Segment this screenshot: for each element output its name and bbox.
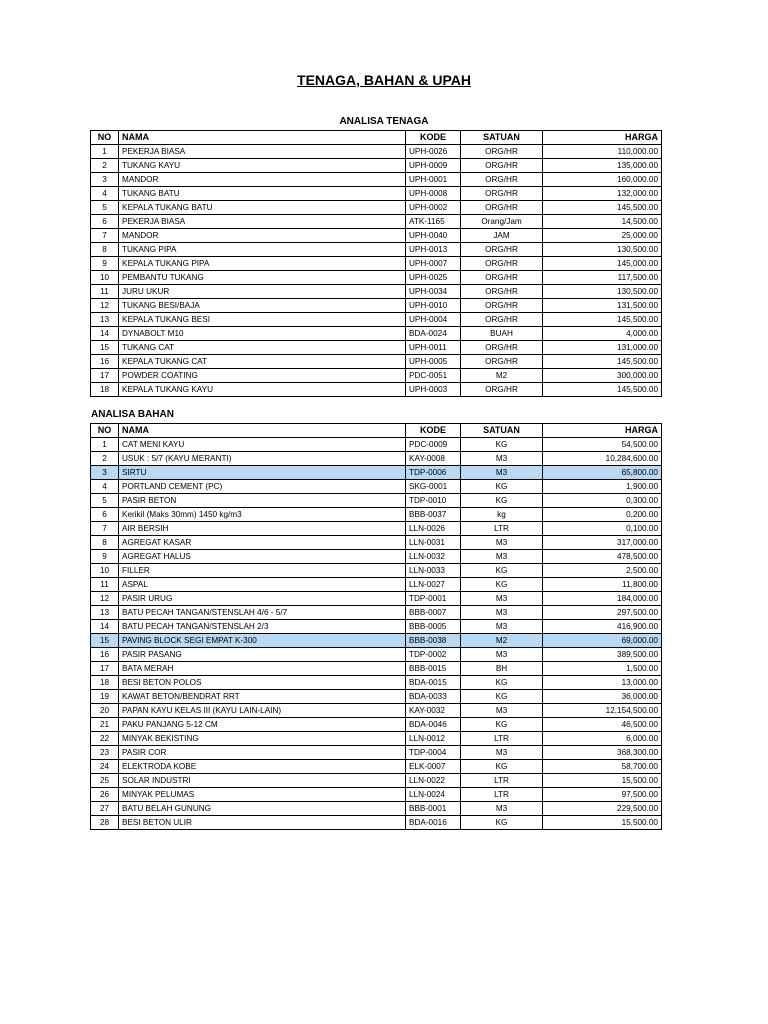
- cell-nama: ASPAL: [119, 578, 406, 592]
- header-satuan: SATUAN: [461, 424, 543, 438]
- cell-nama: USUK : 5/7 (KAYU MERANTI): [119, 452, 406, 466]
- cell-satuan: LTR: [461, 788, 543, 802]
- cell-satuan: BH: [461, 662, 543, 676]
- bahan-table: [90, 423, 662, 830]
- cell-satuan: ORG/HR: [461, 285, 543, 299]
- table-header-row: [91, 424, 662, 438]
- cell-satuan: ORG/HR: [461, 173, 543, 187]
- cell-nama: TUKANG PIPA: [119, 243, 406, 257]
- cell-no: 14: [91, 620, 119, 634]
- cell-harga: 229,500.00: [543, 802, 662, 816]
- cell-no: 24: [91, 760, 119, 774]
- cell-satuan: M3: [461, 466, 543, 480]
- cell-kode: UPH-0026: [406, 145, 461, 159]
- cell-kode: UPH-0001: [406, 173, 461, 187]
- cell-satuan: M3: [461, 606, 543, 620]
- cell-kode: UPH-0008: [406, 187, 461, 201]
- cell-satuan: ORG/HR: [461, 299, 543, 313]
- cell-satuan: ORG/HR: [461, 159, 543, 173]
- cell-harga: 13,000.00: [543, 676, 662, 690]
- cell-kode: LLN-0024: [406, 788, 461, 802]
- cell-satuan: KG: [461, 438, 543, 452]
- table-row: [91, 578, 662, 592]
- cell-satuan: Orang/Jam: [461, 215, 543, 229]
- table-row: [91, 438, 662, 452]
- cell-satuan: JAM: [461, 229, 543, 243]
- cell-satuan: M3: [461, 592, 543, 606]
- cell-no: 2: [91, 452, 119, 466]
- cell-kode: TDP-0001: [406, 592, 461, 606]
- cell-no: 16: [91, 648, 119, 662]
- cell-satuan: KG: [461, 564, 543, 578]
- cell-kode: BBB-0015: [406, 662, 461, 676]
- cell-nama: BATA MERAH: [119, 662, 406, 676]
- cell-nama: PEMBANTU TUKANG: [119, 271, 406, 285]
- cell-satuan: ORG/HR: [461, 341, 543, 355]
- cell-no: 15: [91, 341, 119, 355]
- table-row: [91, 718, 662, 732]
- cell-kode: UPH-0004: [406, 313, 461, 327]
- cell-satuan: M3: [461, 704, 543, 718]
- cell-nama: TUKANG CAT: [119, 341, 406, 355]
- cell-nama: MINYAK PELUMAS: [119, 788, 406, 802]
- cell-nama: ELEKTRODA KOBE: [119, 760, 406, 774]
- table-row: [91, 257, 662, 271]
- cell-no: 12: [91, 592, 119, 606]
- table-row: [91, 215, 662, 229]
- cell-kode: LLN-0026: [406, 522, 461, 536]
- cell-harga: 160,000.00: [543, 173, 662, 187]
- cell-satuan: ORG/HR: [461, 313, 543, 327]
- cell-kode: BBB-0038: [406, 634, 461, 648]
- table-row: [91, 341, 662, 355]
- cell-kode: LLN-0033: [406, 564, 461, 578]
- cell-harga: 12,154,500.00: [543, 704, 662, 718]
- cell-nama: AIR BERSIH: [119, 522, 406, 536]
- header-kode: KODE: [406, 131, 461, 145]
- table-row: [91, 285, 662, 299]
- cell-harga: 10,284,600.00: [543, 452, 662, 466]
- table-row: [91, 173, 662, 187]
- cell-harga: 4,000.00: [543, 327, 662, 341]
- cell-harga: 54,500.00: [543, 438, 662, 452]
- table-row: [91, 313, 662, 327]
- cell-no: 5: [91, 201, 119, 215]
- cell-satuan: KG: [461, 578, 543, 592]
- cell-kode: BBB-0001: [406, 802, 461, 816]
- cell-harga: 145,500.00: [543, 201, 662, 215]
- cell-nama: BATU PECAH TANGAN/STENSLAH 2/3: [119, 620, 406, 634]
- cell-no: 7: [91, 229, 119, 243]
- table-header-row: [91, 131, 662, 145]
- table-row: [91, 187, 662, 201]
- cell-no: 1: [91, 438, 119, 452]
- table-row: [91, 145, 662, 159]
- table-row: [91, 522, 662, 536]
- table-row: [91, 564, 662, 578]
- cell-kode: BDA-0015: [406, 676, 461, 690]
- cell-satuan: KG: [461, 480, 543, 494]
- table-row: [91, 480, 662, 494]
- cell-satuan: ORG/HR: [461, 257, 543, 271]
- cell-harga: 69,000.00: [543, 634, 662, 648]
- cell-nama: DYNABOLT M10: [119, 327, 406, 341]
- cell-nama: MINYAK BEKISTING: [119, 732, 406, 746]
- cell-satuan: M3: [461, 620, 543, 634]
- cell-no: 16: [91, 355, 119, 369]
- table-row: [91, 676, 662, 690]
- cell-satuan: KG: [461, 718, 543, 732]
- cell-kode: UPH-0002: [406, 201, 461, 215]
- cell-satuan: M3: [461, 536, 543, 550]
- table-row: [91, 662, 662, 676]
- cell-kode: LLN-0032: [406, 550, 461, 564]
- cell-satuan: ORG/HR: [461, 271, 543, 285]
- cell-satuan: M3: [461, 648, 543, 662]
- table-row: [91, 452, 662, 466]
- header-harga: HARGA: [543, 424, 662, 438]
- cell-nama: TUKANG BATU: [119, 187, 406, 201]
- cell-harga: 130,500.00: [543, 243, 662, 257]
- cell-harga: 145,500.00: [543, 355, 662, 369]
- cell-kode: BDA-0016: [406, 816, 461, 830]
- cell-no: 4: [91, 187, 119, 201]
- cell-satuan: LTR: [461, 732, 543, 746]
- table-row: [91, 494, 662, 508]
- cell-no: 19: [91, 690, 119, 704]
- header-satuan: SATUAN: [461, 131, 543, 145]
- cell-harga: 11,800.00: [543, 578, 662, 592]
- cell-kode: SKG-0001: [406, 480, 461, 494]
- cell-kode: UPH-0007: [406, 257, 461, 271]
- cell-kode: KAY-0008: [406, 452, 461, 466]
- cell-satuan: M3: [461, 550, 543, 564]
- cell-kode: BBB-0005: [406, 620, 461, 634]
- table-row: [91, 788, 662, 802]
- cell-harga: 0,200.00: [543, 508, 662, 522]
- cell-nama: AGREGAT HALUS: [119, 550, 406, 564]
- cell-nama: POWDER COATING: [119, 369, 406, 383]
- table-row: [91, 620, 662, 634]
- cell-no: 14: [91, 327, 119, 341]
- cell-harga: 184,000.00: [543, 592, 662, 606]
- table-row: [91, 466, 662, 480]
- cell-nama: PASIR COR: [119, 746, 406, 760]
- cell-nama: BATU PECAH TANGAN/STENSLAH 4/6 - 5/7: [119, 606, 406, 620]
- cell-nama: BESI BETON ULIR: [119, 816, 406, 830]
- table-row: [91, 271, 662, 285]
- cell-no: 8: [91, 536, 119, 550]
- cell-kode: PDC-0009: [406, 438, 461, 452]
- table-row: [91, 508, 662, 522]
- cell-no: 21: [91, 718, 119, 732]
- table-row: [91, 201, 662, 215]
- cell-kode: BDA-0046: [406, 718, 461, 732]
- cell-harga: 135,000.00: [543, 159, 662, 173]
- cell-harga: 15,500.00: [543, 816, 662, 830]
- table-row: [91, 746, 662, 760]
- cell-harga: 0,100.00: [543, 522, 662, 536]
- cell-harga: 145,500.00: [543, 383, 662, 397]
- table-row: [91, 383, 662, 397]
- bahan-section-heading: ANALISA BAHAN: [91, 409, 174, 420]
- cell-harga: 145,500.00: [543, 313, 662, 327]
- cell-satuan: LTR: [461, 522, 543, 536]
- cell-harga: 1,900.00: [543, 480, 662, 494]
- cell-nama: PEKERJA BIASA: [119, 215, 406, 229]
- table-row: [91, 327, 662, 341]
- cell-kode: KAY-0032: [406, 704, 461, 718]
- cell-no: 22: [91, 732, 119, 746]
- cell-nama: TUKANG BESI/BAJA: [119, 299, 406, 313]
- cell-nama: PASIR BETON: [119, 494, 406, 508]
- header-nama: NAMA: [119, 131, 406, 145]
- bahan-table-body: [91, 438, 662, 830]
- cell-harga: 14,500.00: [543, 215, 662, 229]
- table-row: [91, 690, 662, 704]
- cell-satuan: BUAH: [461, 327, 543, 341]
- cell-nama: KEPALA TUKANG BATU: [119, 201, 406, 215]
- cell-kode: UPH-0025: [406, 271, 461, 285]
- cell-harga: 130,500.00: [543, 285, 662, 299]
- cell-nama: PORTLAND CEMENT (PC): [119, 480, 406, 494]
- cell-kode: BDA-0033: [406, 690, 461, 704]
- cell-satuan: ORG/HR: [461, 383, 543, 397]
- cell-harga: 389,500.00: [543, 648, 662, 662]
- cell-nama: BATU BELAH GUNUNG: [119, 802, 406, 816]
- cell-satuan: M3: [461, 802, 543, 816]
- cell-satuan: ORG/HR: [461, 145, 543, 159]
- header-no: NO: [91, 131, 119, 145]
- cell-kode: TDP-0006: [406, 466, 461, 480]
- cell-harga: 145,000.00: [543, 257, 662, 271]
- cell-kode: BBB-0007: [406, 606, 461, 620]
- cell-no: 9: [91, 257, 119, 271]
- cell-no: 27: [91, 802, 119, 816]
- cell-nama: TUKANG KAYU: [119, 159, 406, 173]
- table-row: [91, 159, 662, 173]
- cell-no: 1: [91, 145, 119, 159]
- cell-no: 23: [91, 746, 119, 760]
- cell-no: 11: [91, 285, 119, 299]
- cell-kode: UPH-0013: [406, 243, 461, 257]
- cell-no: 6: [91, 508, 119, 522]
- cell-satuan: KG: [461, 816, 543, 830]
- table-row: [91, 369, 662, 383]
- table-row: [91, 774, 662, 788]
- cell-no: 17: [91, 662, 119, 676]
- table-row: [91, 592, 662, 606]
- cell-nama: PAKU PANJANG 5-12 CM: [119, 718, 406, 732]
- cell-nama: CAT MENI KAYU: [119, 438, 406, 452]
- cell-satuan: LTR: [461, 774, 543, 788]
- cell-satuan: M2: [461, 634, 543, 648]
- cell-kode: ATK-1165: [406, 215, 461, 229]
- cell-kode: TDP-0002: [406, 648, 461, 662]
- cell-no: 6: [91, 215, 119, 229]
- cell-kode: LLN-0027: [406, 578, 461, 592]
- cell-harga: 131,500.00: [543, 299, 662, 313]
- cell-kode: UPH-0040: [406, 229, 461, 243]
- cell-kode: LLN-0012: [406, 732, 461, 746]
- cell-harga: 36,000.00: [543, 690, 662, 704]
- cell-nama: SOLAR INDUSTRI: [119, 774, 406, 788]
- header-nama: NAMA: [119, 424, 406, 438]
- cell-harga: 65,800.00: [543, 466, 662, 480]
- table-row: [91, 704, 662, 718]
- cell-no: 3: [91, 466, 119, 480]
- table-row: [91, 816, 662, 830]
- cell-satuan: M3: [461, 452, 543, 466]
- cell-kode: LLN-0022: [406, 774, 461, 788]
- cell-kode: UPH-0003: [406, 383, 461, 397]
- cell-nama: JURU UKUR: [119, 285, 406, 299]
- table-row: [91, 606, 662, 620]
- cell-harga: 368,300.00: [543, 746, 662, 760]
- cell-no: 11: [91, 578, 119, 592]
- cell-nama: KEPALA TUKANG CAT: [119, 355, 406, 369]
- cell-nama: SIRTU: [119, 466, 406, 480]
- cell-kode: UPH-0034: [406, 285, 461, 299]
- cell-no: 4: [91, 480, 119, 494]
- table-row: [91, 648, 662, 662]
- header-harga: HARGA: [543, 131, 662, 145]
- cell-satuan: KG: [461, 676, 543, 690]
- cell-harga: 297,500.00: [543, 606, 662, 620]
- cell-no: 2: [91, 159, 119, 173]
- cell-harga: 25,000.00: [543, 229, 662, 243]
- cell-nama: KEPALA TUKANG BESI: [119, 313, 406, 327]
- cell-harga: 132,000.00: [543, 187, 662, 201]
- page-title: TENAGA, BAHAN & UPAH: [297, 72, 471, 88]
- cell-no: 5: [91, 494, 119, 508]
- cell-no: 10: [91, 271, 119, 285]
- cell-kode: UPH-0011: [406, 341, 461, 355]
- cell-harga: 2,500.00: [543, 564, 662, 578]
- cell-no: 13: [91, 606, 119, 620]
- tenaga-table-body: [91, 145, 662, 397]
- tenaga-table: [90, 130, 662, 397]
- table-row: [91, 634, 662, 648]
- cell-nama: AGREGAT KASAR: [119, 536, 406, 550]
- cell-harga: 300,000.00: [543, 369, 662, 383]
- cell-no: 28: [91, 816, 119, 830]
- cell-no: 3: [91, 173, 119, 187]
- cell-satuan: kg: [461, 508, 543, 522]
- cell-satuan: KG: [461, 760, 543, 774]
- cell-harga: 416,900.00: [543, 620, 662, 634]
- cell-nama: MANDOR: [119, 229, 406, 243]
- cell-nama: KAWAT BETON/BENDRAT RRT: [119, 690, 406, 704]
- cell-no: 18: [91, 383, 119, 397]
- cell-harga: 58,700.00: [543, 760, 662, 774]
- cell-harga: 1,500.00: [543, 662, 662, 676]
- cell-harga: 15,500.00: [543, 774, 662, 788]
- cell-nama: PAPAN KAYU KELAS III (KAYU LAIN-LAIN): [119, 704, 406, 718]
- cell-kode: PDC-0051: [406, 369, 461, 383]
- cell-kode: TDP-0004: [406, 746, 461, 760]
- cell-harga: 131,000.00: [543, 341, 662, 355]
- table-row: [91, 536, 662, 550]
- cell-no: 10: [91, 564, 119, 578]
- cell-no: 7: [91, 522, 119, 536]
- cell-satuan: ORG/HR: [461, 243, 543, 257]
- cell-no: 25: [91, 774, 119, 788]
- header-kode: KODE: [406, 424, 461, 438]
- cell-no: 8: [91, 243, 119, 257]
- cell-no: 9: [91, 550, 119, 564]
- cell-kode: BBB-0037: [406, 508, 461, 522]
- cell-satuan: ORG/HR: [461, 355, 543, 369]
- cell-kode: TDP-0010: [406, 494, 461, 508]
- cell-harga: 6,000.00: [543, 732, 662, 746]
- table-row: [91, 732, 662, 746]
- table-row: [91, 243, 662, 257]
- cell-harga: 46,500.00: [543, 718, 662, 732]
- cell-satuan: ORG/HR: [461, 201, 543, 215]
- cell-harga: 0,300.00: [543, 494, 662, 508]
- cell-harga: 110,000.00: [543, 145, 662, 159]
- cell-kode: ELK-0007: [406, 760, 461, 774]
- cell-nama: KEPALA TUKANG PIPA: [119, 257, 406, 271]
- cell-no: 15: [91, 634, 119, 648]
- cell-nama: Kerikil (Maks 30mm) 1450 kg/m3: [119, 508, 406, 522]
- cell-nama: BESI BETON POLOS: [119, 676, 406, 690]
- cell-satuan: M2: [461, 369, 543, 383]
- cell-satuan: KG: [461, 690, 543, 704]
- cell-harga: 317,000.00: [543, 536, 662, 550]
- tenaga-section-heading: ANALISA TENAGA: [339, 116, 429, 127]
- cell-kode: UPH-0010: [406, 299, 461, 313]
- header-no: NO: [91, 424, 119, 438]
- table-row: [91, 229, 662, 243]
- cell-no: 17: [91, 369, 119, 383]
- cell-no: 13: [91, 313, 119, 327]
- table-row: [91, 760, 662, 774]
- cell-nama: MANDOR: [119, 173, 406, 187]
- cell-satuan: KG: [461, 494, 543, 508]
- cell-nama: PAVING BLOCK SEGI EMPAT K-300: [119, 634, 406, 648]
- cell-nama: PASIR PASANG: [119, 648, 406, 662]
- table-row: [91, 550, 662, 564]
- table-row: [91, 355, 662, 369]
- table-row: [91, 299, 662, 313]
- cell-kode: LLN-0031: [406, 536, 461, 550]
- cell-harga: 478,500.00: [543, 550, 662, 564]
- cell-nama: KEPALA TUKANG KAYU: [119, 383, 406, 397]
- cell-no: 18: [91, 676, 119, 690]
- cell-nama: PASIR URUG: [119, 592, 406, 606]
- cell-harga: 117,500.00: [543, 271, 662, 285]
- cell-satuan: M3: [461, 746, 543, 760]
- table-row: [91, 802, 662, 816]
- cell-kode: UPH-0009: [406, 159, 461, 173]
- cell-no: 12: [91, 299, 119, 313]
- cell-kode: BDA-0024: [406, 327, 461, 341]
- cell-harga: 97,500.00: [543, 788, 662, 802]
- cell-satuan: ORG/HR: [461, 187, 543, 201]
- cell-nama: PEKERJA BIASA: [119, 145, 406, 159]
- cell-no: 26: [91, 788, 119, 802]
- cell-nama: FILLER: [119, 564, 406, 578]
- cell-no: 20: [91, 704, 119, 718]
- cell-kode: UPH-0005: [406, 355, 461, 369]
